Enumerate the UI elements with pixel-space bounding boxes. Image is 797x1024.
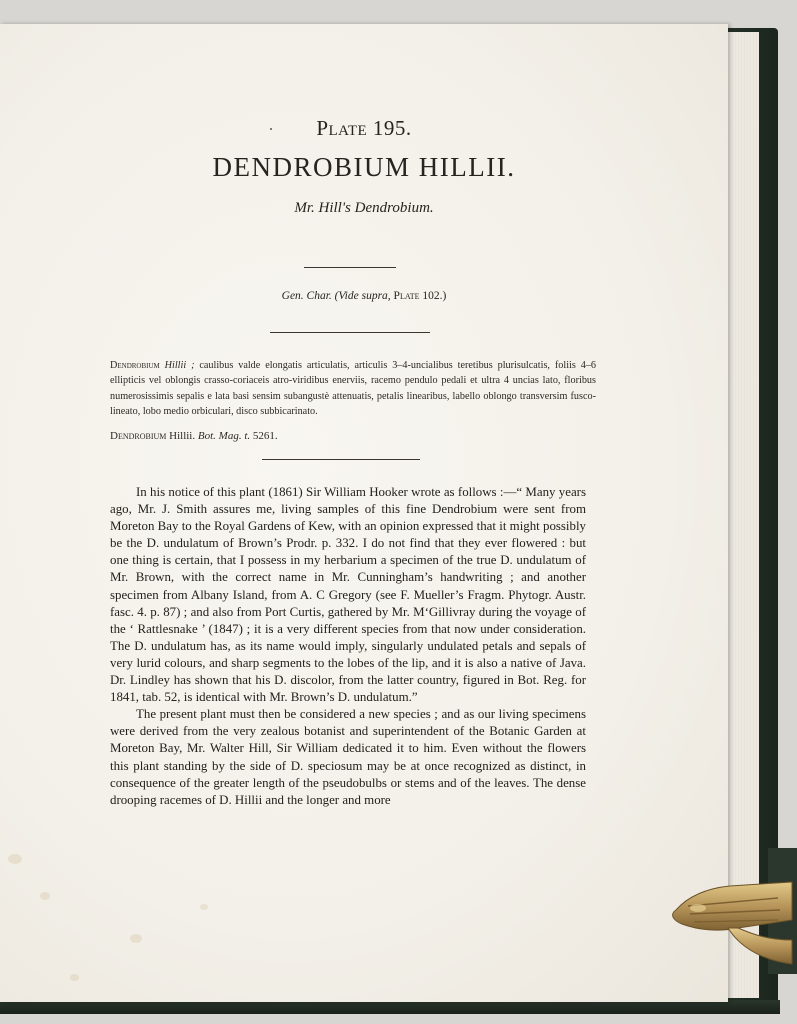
latin-genus: Dendrobium (110, 360, 160, 371)
body-text (110, 484, 586, 809)
generic-character-line (0, 290, 728, 302)
body-paragraph-2: The present plant must then be considered a new species ; and as our living specimens were derived from the very zealous botanist and superintendent of the Botanic Garden at Moreton Bay, Mr. Walter Hill, Sir William dedicated it to him. Even without the flowers this plant standing by the side of D. speciosum may be at once recognized as distinct, in consequence of the greater length of the pseudobulbs or stems and of the leaves. The dense drooping racemes of D. Hillii and the longer and more (110, 707, 586, 807)
synonym-rest: Hillii. (169, 430, 196, 442)
foxing-spot (40, 892, 50, 900)
divider-rule (270, 332, 430, 333)
foxing-spot (200, 904, 208, 910)
gen-char-prefix: Gen. Char. (Vide supra, (281, 290, 391, 302)
plate-number-value: 195. (372, 116, 412, 140)
foxing-spot (130, 934, 142, 943)
latin-description (110, 358, 596, 420)
latin-species: Hillii ; (164, 360, 195, 371)
synonym-number: 5261. (252, 430, 278, 442)
foxing-spot (8, 854, 22, 864)
brass-hand-weight-icon (668, 848, 797, 978)
latin-text: caulibus valde elongatis articulatis, articulis 3–4-uncialibus teretibus plurisulcatis, foliis 4–6 ellipticis vel oblongis crasso-coriaceis atro-viridibus enerviis, racemo pendulo pedali et ultra 4 uncias lato, floribus numerosissimis sepalis e lata basi sensim subangustè attenuatis, petalis linearibus, labello oblongo transversim fusco-lineato, lobo medio orbiculari, disco subbicarinato. (110, 360, 597, 418)
species-title: DENDROBIUM HILLII. (212, 152, 516, 182)
foxing-spot (70, 974, 79, 981)
divider-rule (304, 267, 396, 268)
synonym-genus: Dendrobium (110, 430, 167, 442)
book-cover-bottom (0, 1000, 780, 1014)
gen-char-plate-label: Plate (393, 290, 420, 302)
plate-number (0, 116, 728, 141)
divider-rule (262, 459, 420, 460)
body-paragraph-1: In his notice of this plant (1861) Sir William Hooker wrote as follows :—“ Many years ago, Mr. J. Smith assures me, living samples of this fine Dendrobium were sent from Moreton Bay to the Royal Gardens of Kew, with an opinion expressed that it might possibly be the D. undulatum of Brown’s Prodr. p. 332. I do not find that they ever flowered : but one thing is certain, that I possess in my herbarium a specimen of the true D. undulatum of Mr. Brown, with the correct name in Mr. Cunningham’s handwriting ; and another specimen from Albany Island, from A. C Gregory (see F. Mueller’s Fragm. Phytogr. Austr. fasc. 4. p. 87) ; and also from Port Curtis, gathered by Mr. M‘Gillivray during the voyage of the ‘ Rattlesnake ’ (1847) ; it is a very different species from that now under consideration. The D. undulatum has, as its name would imply, singularly undulated petals and sepals of very lurid colours, and sharp segments to the lobes of the lip, and it is also a native of Java. Dr. Lindley has shown that his D. discolor, from the latter country, figured in Bot. Reg. for 1841, tab. 52, is identical with Mr. Brown’s D. undulatum.” (110, 485, 586, 705)
gen-char-suffix: 102.) (422, 290, 447, 302)
plate-label: Plate (316, 116, 368, 140)
synonym-line (110, 430, 278, 442)
common-name: Mr. Hill's Dendrobium. (294, 200, 434, 216)
synonym-ref: Bot. Mag. t. (197, 430, 251, 442)
